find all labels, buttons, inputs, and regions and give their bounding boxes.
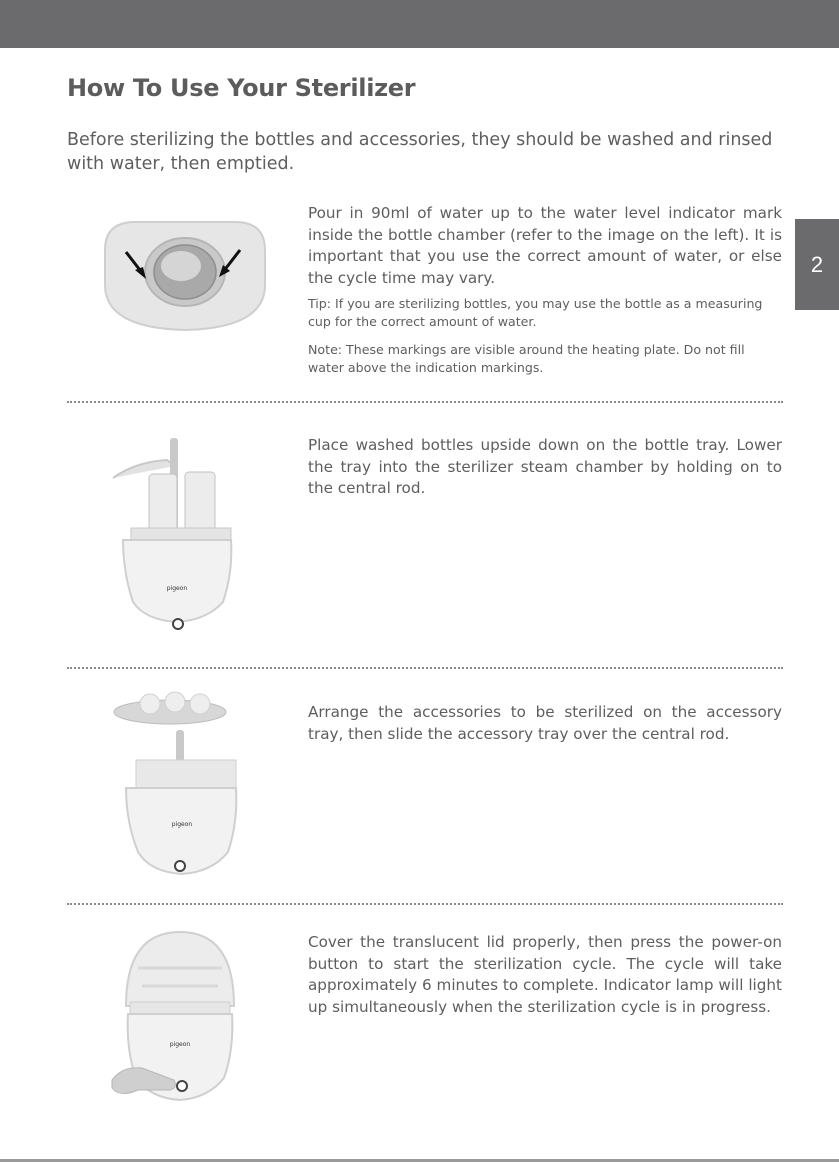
bottle-tray-illustration xyxy=(105,432,245,642)
lid-and-power-button-illustration xyxy=(108,928,248,1113)
accessory-tray-illustration xyxy=(110,690,250,890)
step-4-text: Cover the translucent lid properly, then press the power-on button to start the sterilization cycle. The cycle will take approximately 6 minutes to complete. Indicator lamp will light up simultaneously when the sterilization cycle is in progress. xyxy=(308,933,782,1016)
step-2-text: Place washed bottles upside down on the bottle tray. Lower the tray into the sterilizer steam chamber by holding on to the central rod. xyxy=(308,436,782,497)
brand-logo: pigeon xyxy=(171,821,193,828)
step-1-text: Pour in 90ml of water up to the water level indicator mark inside the bottle chamber (refer to the image on the left). It is important that you use the correct amount of water, or else the cycle time may vary. xyxy=(308,204,782,287)
step-1-tip: Tip: If you are sterilizing bottles, you may use the bottle as a measuring cup for the correct amount of water. xyxy=(308,296,763,329)
heating-plate-illustration xyxy=(95,210,275,340)
intro-text: Before sterilizing the bottles and accessories, they should be washed and rinsed with water, then emptied. xyxy=(67,130,773,174)
chapter-tab xyxy=(795,219,839,310)
step-3-text: Arrange the accessories to be sterilized on the accessory tray, then slide the accessory tray over the central rod. xyxy=(308,703,782,743)
section-divider xyxy=(67,903,783,905)
header-bar xyxy=(0,0,839,48)
section-divider xyxy=(67,401,783,403)
brand-logo: pigeon xyxy=(169,1041,191,1048)
section-divider xyxy=(67,667,783,669)
brand-logo: pigeon xyxy=(166,585,188,592)
step-1-note: Note: These markings are visible around the heating plate. Do not fill water above the indication markings. xyxy=(308,342,745,375)
page-title: How To Use Your Sterilizer xyxy=(67,74,416,102)
chapter-number: 2 xyxy=(810,251,824,277)
